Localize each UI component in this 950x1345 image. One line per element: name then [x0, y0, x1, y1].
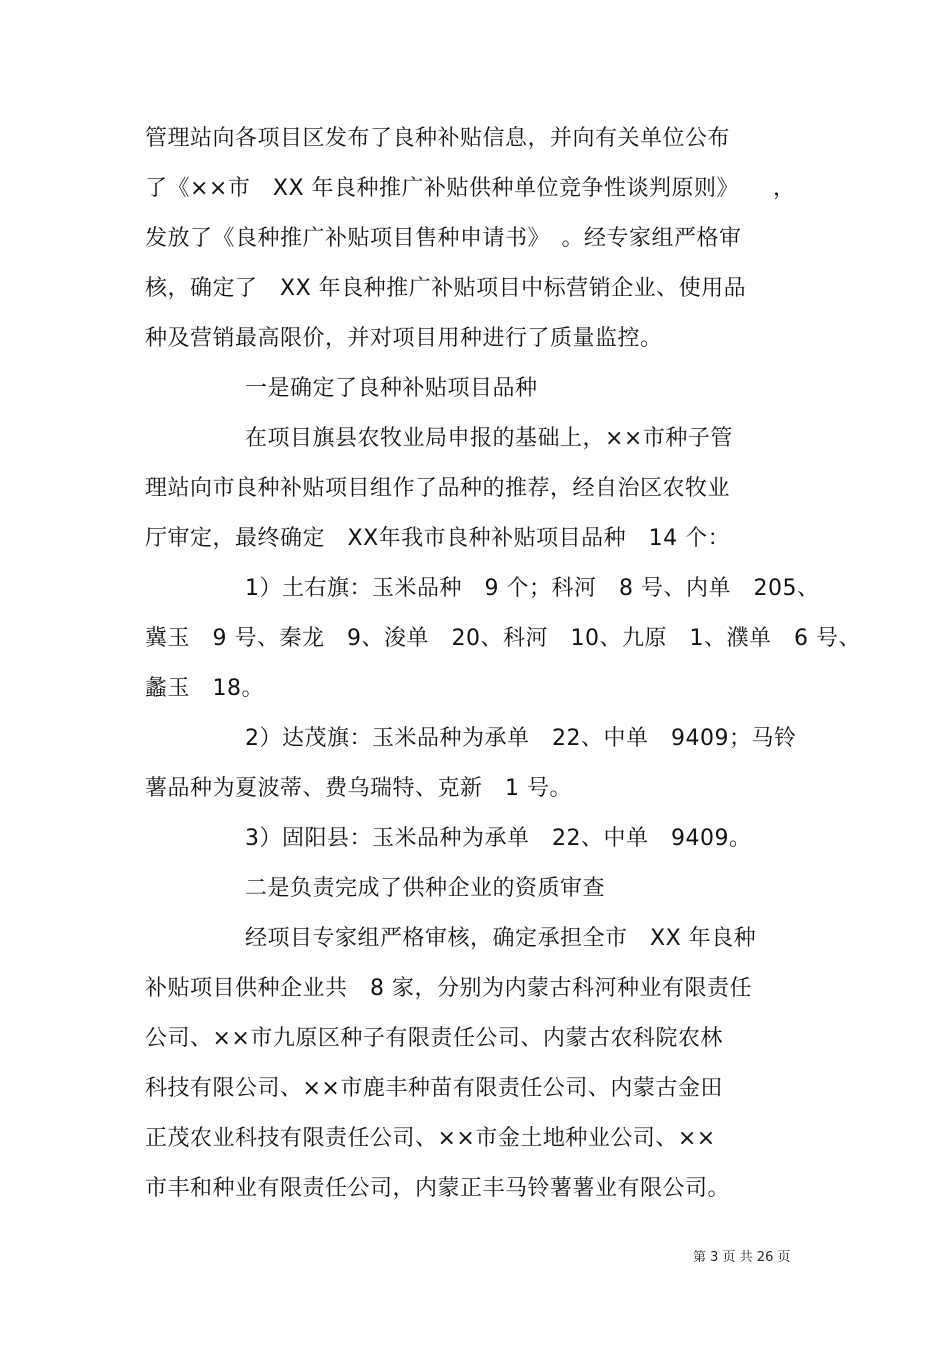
list-item: 3）固阳县：玉米品种为承单 22、中单 9409。: [245, 826, 752, 851]
text-line: 理站向市良种补贴项目组作了品种的推荐，经自治区农牧业: [145, 476, 731, 501]
text-line: 薯品种为夏波蒂、费乌瑞特、克新 1 号。: [145, 776, 572, 801]
text-line: 种及营销最高限价，并对项目用种进行了质量监控。: [145, 326, 663, 351]
text-line: 经项目专家组严格审核，确定承担全市 XX 年良种: [245, 926, 757, 951]
text-line: 蠡玉 18。: [145, 676, 264, 701]
page-number: 第 3 页 共 26 页: [693, 1250, 791, 1265]
text-line: 核，确定了 XX 年良种推广补贴项目中标营销企业、使用品: [145, 276, 747, 301]
text-line: 科技有限公司、××市鹿丰种苗有限责任公司、内蒙古金田: [145, 1076, 723, 1101]
text-line: 市丰和种业有限责任公司，内蒙正丰马铃薯薯业有限公司。: [145, 1176, 731, 1201]
text-line: 正茂农业科技有限责任公司、××市金土地种业公司、××: [145, 1126, 716, 1151]
text-line: 发放了《良种推广补贴项目售种申请书》 。经专家组严格审: [145, 226, 742, 251]
list-item: 2）达茂旗：玉米品种为承单 22、中单 9409；马铃: [245, 726, 797, 751]
text-line: 了《××市 XX 年良种推广补贴供种单位竞争性谈判原则》 ，: [145, 176, 796, 201]
list-item: 1）土右旗：玉米品种 9 个；科河 8 号、内单 205、: [245, 576, 820, 601]
section-heading: 一是确定了良种补贴项目品种: [245, 376, 538, 401]
text-line: 厅审定，最终确定 XX年我市良种补贴项目品种 14 个：: [145, 526, 731, 551]
text-line: 补贴项目供种企业共 8 家，分别为内蒙古科河种业有限责任: [145, 976, 752, 1001]
text-line: 在项目旗县农牧业局申报的基础上，××市种子管: [245, 426, 733, 451]
section-heading: 二是负责完成了供种企业的资质审查: [245, 876, 606, 901]
text-line: 管理站向各项目区发布了良种补贴信息，并向有关单位公布: [145, 126, 731, 151]
text-line: 公司、××市九原区种子有限责任公司、内蒙古农科院农林: [145, 1026, 723, 1051]
text-line: 冀玉 9 号、秦龙 9、浚单 20、科河 10、九原 1、濮单 6 号、: [145, 626, 861, 651]
